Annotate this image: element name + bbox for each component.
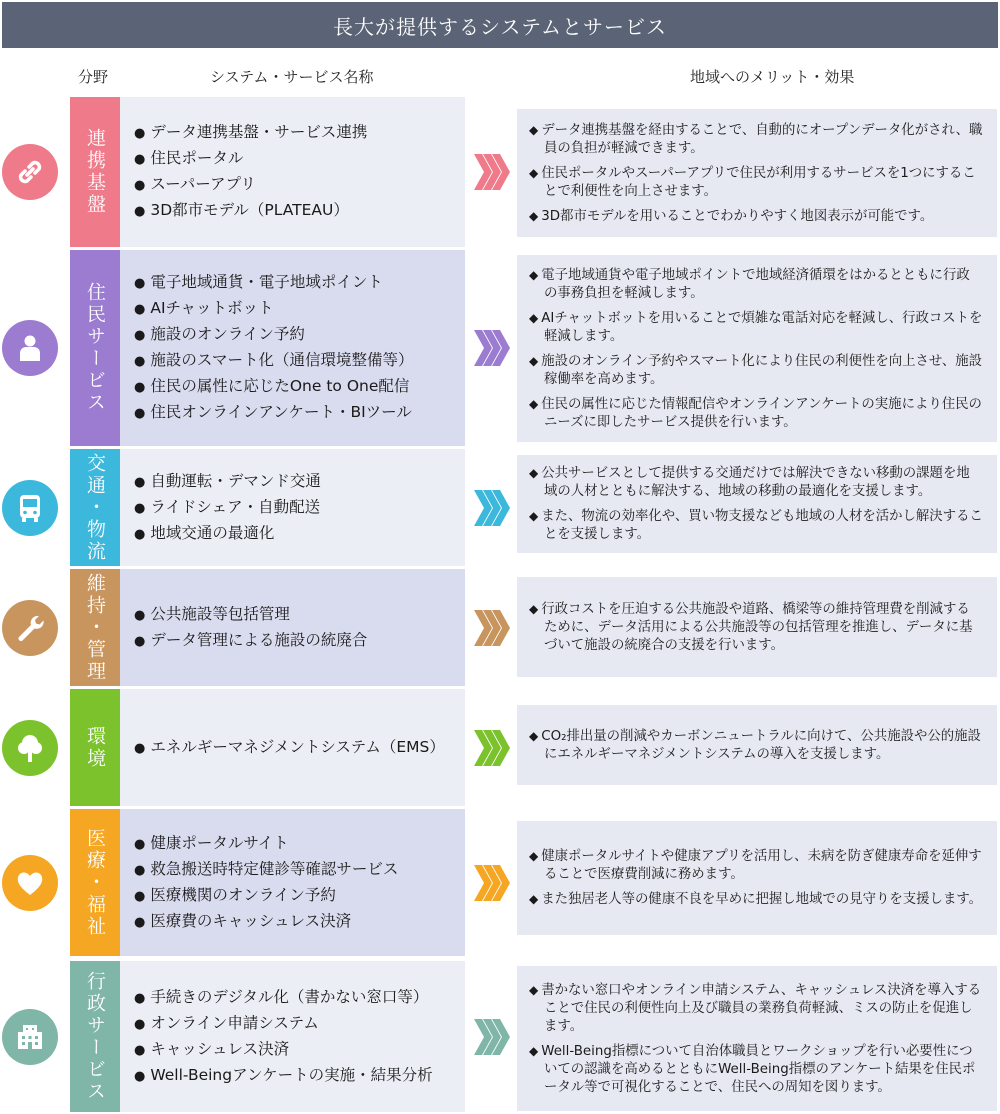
merit-item: ◆ また、物流の効率化や、買い物支援なども地域の人材を活かし解決することを支援します。 <box>529 507 983 544</box>
link-icon <box>2 144 58 200</box>
chevron-right-icon <box>472 608 510 648</box>
service-item: ● 救急搬送時特定健診等確認サービス <box>134 857 465 883</box>
merit-item: ◆ 行政コストを圧迫する公共施設や道路、橋梁等の維持管理費を削減するために、データ活用による公共施設等の包括管理を推進し、データに基づいて施設の統廃合の支援を行います。 <box>529 600 983 655</box>
service-item: ● 医療費のキャッシュレス決済 <box>134 909 465 935</box>
service-item: ● エネルギーマネジメントシステム（EMS） <box>134 735 465 761</box>
category-text: 連携基盤 <box>84 128 106 216</box>
service-list <box>120 689 465 806</box>
header-field: 分野 <box>78 68 109 86</box>
chevron-right-icon <box>472 863 510 903</box>
category-label <box>70 250 120 446</box>
merit-item: ◆ CO₂排出量の削減やカーボンニュートラルに向けて、公共施設や公的施設にエネルギーマネジメントシステムの導入を支援します。 <box>529 727 983 764</box>
service-list <box>120 569 465 686</box>
person-icon <box>2 320 58 376</box>
service-item: ● 電子地域通貨・電子地域ポイント <box>134 270 465 296</box>
merit-item: ◆ 3D都市モデルを用いることでわかりやすく地図表示が可能です。 <box>529 207 983 226</box>
service-item: ● 健康ポータルサイト <box>134 831 465 857</box>
service-item: ● ライドシェア・自動配送 <box>134 495 465 521</box>
chevron-right-icon <box>472 488 510 528</box>
service-list <box>120 97 465 247</box>
merit-item: ◆ 健康ポータルサイトや健康アプリを活用し、未病を防ぎ健康寿命を延伸することで医療費削減に務めます。 <box>529 847 983 884</box>
merit-item: ◆ 住民の属性に応じた情報配信やオンラインアンケートの実施により住民のニーズに即したサービス提供を行います。 <box>529 395 983 432</box>
category-label <box>70 689 120 806</box>
category-text: 交通・物流 <box>84 452 106 563</box>
service-list <box>120 961 465 1112</box>
service-list <box>120 809 465 956</box>
merit-item: ◆ 電子地域通貨や電子地域ポイントで地域経済循環をはかるとともに行政の事務負担を軽減します。 <box>529 266 983 303</box>
service-item: ● キャッシュレス決済 <box>134 1037 465 1063</box>
chevron-right-icon <box>472 1017 510 1057</box>
service-item: ● 3D都市モデル（PLATEAU） <box>134 198 465 224</box>
service-item: ● 地域交通の最適化 <box>134 521 465 547</box>
wrench-icon <box>2 600 58 656</box>
service-item: ● オンライン申請システム <box>134 1011 465 1037</box>
chevron-right-icon <box>472 728 510 768</box>
category-label <box>70 809 120 956</box>
merit-item: ◆ 施設のオンライン予約やスマート化により住民の利便性を向上させ、施設稼働率を高めます。 <box>529 352 983 389</box>
service-item: ● 住民ポータル <box>134 146 465 172</box>
service-item: ● データ連携基盤・サービス連携 <box>134 120 465 146</box>
merit-box <box>517 821 997 935</box>
category-label <box>70 961 120 1112</box>
header-merit: 地域へのメリット・効果 <box>690 68 855 86</box>
merit-item: ◆ AIチャットボットを用いることで煩雑な電話対応を軽減し、行政コストを軽減します。 <box>529 309 983 346</box>
building-icon <box>2 1009 58 1065</box>
category-text: 住民サービス <box>84 282 106 414</box>
category-text: 行政サービス <box>84 970 106 1103</box>
service-item: ● 自動運転・デマンド交通 <box>134 469 465 495</box>
chevron-right-icon <box>472 152 510 192</box>
service-item: ● スーパーアプリ <box>134 172 465 198</box>
service-item: ● 手続きのデジタル化（書かない窓口等） <box>134 985 465 1011</box>
chevron-right-icon <box>472 328 510 368</box>
heart-icon <box>2 855 58 911</box>
category-text: 環境 <box>84 725 106 770</box>
service-item: ● AIチャットボット <box>134 296 465 322</box>
service-item: ● 公共施設等包括管理 <box>134 602 465 628</box>
page-title: 長大が提供するシステムとサービス <box>2 2 998 48</box>
service-item: ● Well-Beingアンケートの実施・結果分析 <box>134 1063 465 1089</box>
merit-box <box>517 966 997 1111</box>
merit-item: ◆ 住民ポータルやスーパーアプリで住民が利用するサービスを1つにすることで利便性を向上させます。 <box>529 164 983 201</box>
merit-item: ◆ データ連携基盤を経由することで、自動的にオープンデータ化がされ、職員の負担が軽減できます。 <box>529 121 983 158</box>
merit-item: ◆ 書かない窓口やオンライン申請システム、キャッシュレス決済を導入することで住民の利便性向上及び職員の業務負荷軽減、ミスの防止を促進します。 <box>529 981 983 1036</box>
category-label <box>70 97 120 247</box>
merit-item: ◆ Well-Being指標について自治体職員とワークショップを行い必要性についての認識を高めるとともにWell-Being指標のアンケート結果を住民ポータル等で可視化することで、住民への周知を図ります。 <box>529 1042 983 1097</box>
merit-box <box>517 255 997 442</box>
merit-box <box>517 109 997 237</box>
service-item: ● 医療機関のオンライン予約 <box>134 883 465 909</box>
category-text: 維持・管理 <box>84 572 106 683</box>
service-item: ● 施設のオンライン予約 <box>134 322 465 348</box>
service-list <box>120 250 465 446</box>
service-item: ● 施設のスマート化（通信環境整備等） <box>134 348 465 374</box>
merit-box <box>517 705 997 785</box>
service-list <box>120 449 465 566</box>
bus-icon <box>2 480 58 536</box>
service-item: ● 住民の属性に応じたOne to One配信 <box>134 374 465 400</box>
merit-box <box>517 455 997 553</box>
tree-icon <box>2 720 58 776</box>
category-label <box>70 569 120 686</box>
service-item: ● 住民オンラインアンケート・BIツール <box>134 400 465 426</box>
merit-item: ◆ また独居老人等の健康不良を早めに把握し地域での見守りを支援します。 <box>529 890 983 909</box>
merit-item: ◆ 公共サービスとして提供する交通だけでは解決できない移動の課題を地域の人材とともに解決する、地域の移動の最適化を支援します。 <box>529 464 983 501</box>
category-label <box>70 449 120 566</box>
service-item: ● データ管理による施設の統廃合 <box>134 628 465 654</box>
merit-box <box>517 577 997 677</box>
header-service: システム・サービス名称 <box>210 68 374 86</box>
category-text: 医療・福祉 <box>84 827 106 938</box>
